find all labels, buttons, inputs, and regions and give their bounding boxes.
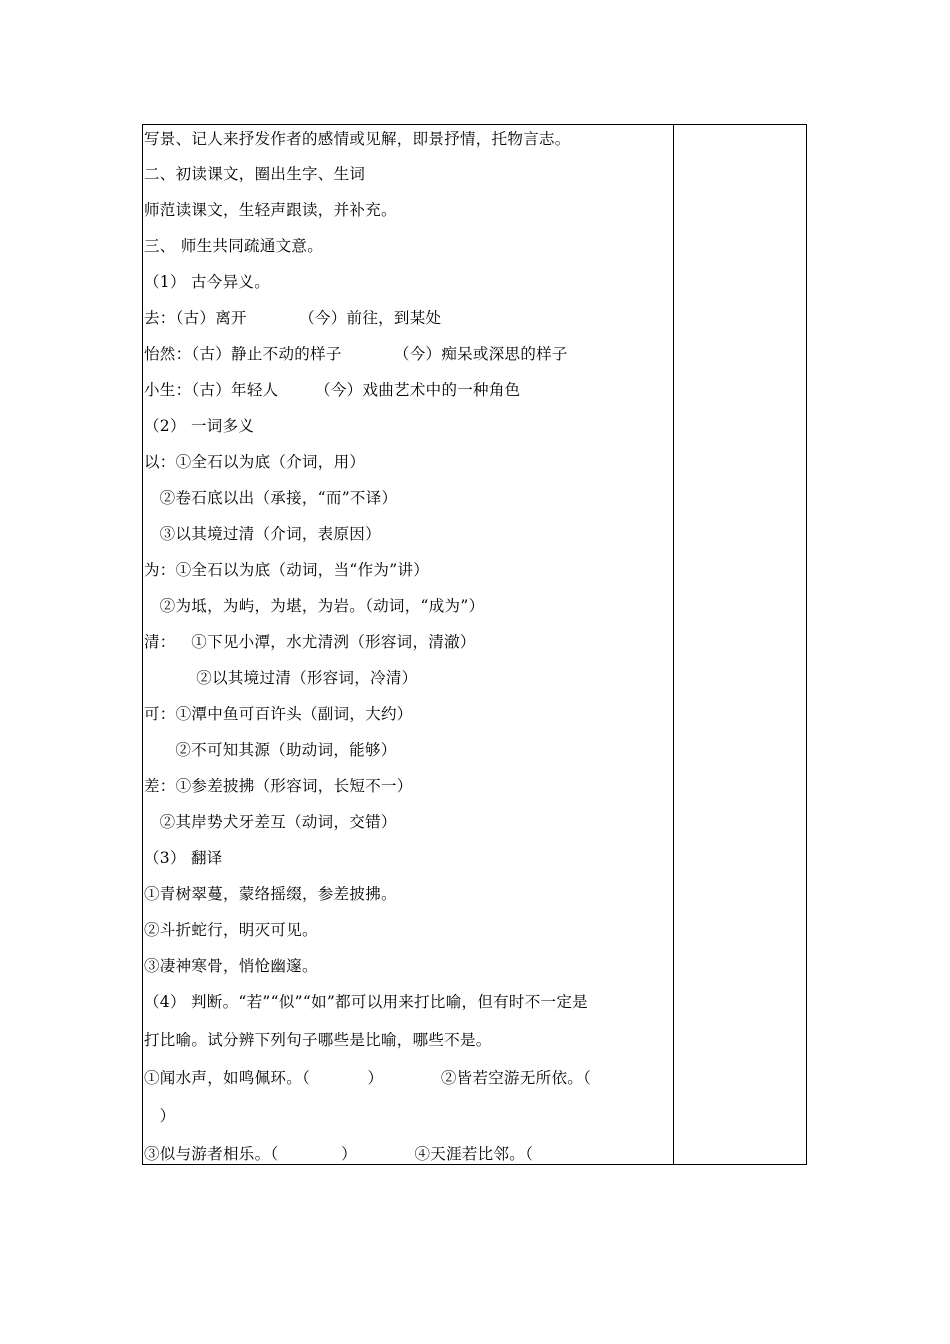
text-line: 去：（古）离开 （今）前往，到某处 bbox=[144, 309, 442, 327]
text-line: 可：①潭中鱼可百许头（副词，大约） bbox=[144, 705, 413, 723]
text-line: 打比喻。试分辨下列句子哪些是比喻，哪些不是。 bbox=[144, 1031, 492, 1049]
text-line: ③凄神寒骨，悄怆幽邃。 bbox=[144, 957, 318, 975]
column-divider bbox=[673, 124, 674, 1165]
text-line: ①闻水声，如鸣佩环。（ ） ②皆若空游无所依。（ bbox=[144, 1069, 592, 1087]
text-line: ②为坻，为屿，为堪，为岩。（动词，“成为”） bbox=[144, 597, 485, 615]
text-line: （3） 翻译 bbox=[144, 849, 223, 867]
text-line: （4） 判断。“若”“似”“如”都可以用来打比喻，但有时不一定是 bbox=[144, 993, 588, 1011]
text-line: ②其岸势犬牙差互（动词，交错） bbox=[144, 813, 397, 831]
text-line: 为：①全石以为底（动词，当“作为”讲） bbox=[144, 561, 430, 579]
text-line: 怡然：（古）静止不动的样子 （今）痴呆或深思的样子 bbox=[144, 345, 568, 363]
text-line: ②不可知其源（助动词，能够） bbox=[144, 741, 397, 759]
text-line: 写景、记人来抒发作者的感情或见解，即景抒情，托物言志。 bbox=[144, 130, 571, 148]
text-line: 差：①参差披拂（形容词，长短不一） bbox=[144, 777, 413, 795]
text-line: ） bbox=[144, 1107, 176, 1125]
text-line: 以：①全石以为底（介词，用） bbox=[144, 453, 366, 471]
text-line: （1） 古今异义。 bbox=[144, 273, 270, 291]
text-line: ②卷石底以出（承接，“而”不译） bbox=[144, 489, 398, 507]
text-line: （2） 一词多义 bbox=[144, 417, 255, 435]
text-line: 清： ①下见小潭，水尤清洌（形容词，清澈） bbox=[144, 633, 476, 651]
text-line: 三、 师生共同疏通文意。 bbox=[144, 237, 324, 255]
text-line: 小生：（古）年轻人 （今）戏曲艺术中的一种角色 bbox=[144, 381, 521, 399]
text-line: 师范读课文，生轻声跟读，并补充。 bbox=[144, 201, 397, 219]
text-line: ②斗折蛇行，明灭可见。 bbox=[144, 921, 318, 939]
text-line: ③以其境过清（介词，表原因） bbox=[144, 525, 381, 543]
text-line: ③似与游者相乐。（ ） ④天涯若比邻。（ bbox=[144, 1145, 534, 1163]
text-line: 二、初读课文，圈出生字、生词 bbox=[144, 165, 366, 183]
text-line: ②以其境过清（形容词，冷清） bbox=[144, 669, 418, 687]
text-line: ①青树翠蔓，蒙络摇缀，参差披拂。 bbox=[144, 885, 397, 903]
